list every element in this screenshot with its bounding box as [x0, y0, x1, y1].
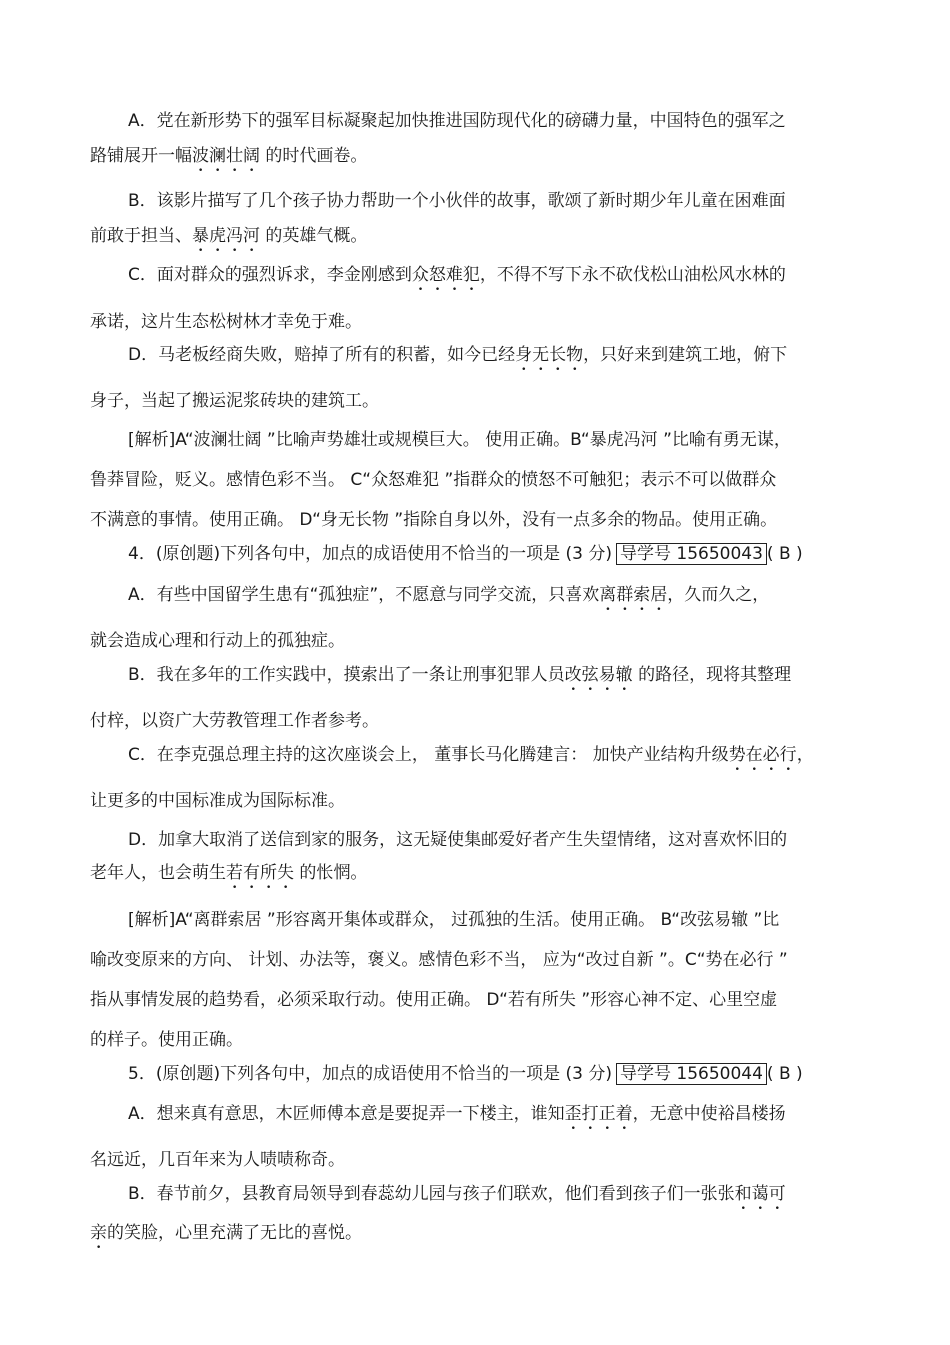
text: 付梓，以资广大劳教管理工作者参考。	[90, 711, 379, 731]
q4-option-b-line1	[128, 664, 791, 695]
q4-option-c-line1	[128, 744, 814, 775]
q5-option-b-line2	[90, 1222, 362, 1253]
q4-explanation-line4	[90, 1029, 243, 1051]
text: 的英雄气概。	[260, 226, 368, 246]
answer: ( B )	[766, 544, 803, 564]
text: 身子，当起了搬运泥浆砖块的建筑工。	[90, 391, 379, 411]
text: 的时代画卷。	[260, 146, 368, 166]
q3-option-b-line2	[90, 225, 367, 256]
text: D．马老板经商失败，赔掉了所有的积蓄，如今已经	[128, 345, 516, 365]
q5-option-a-line2	[90, 1149, 345, 1171]
dotted-idiom: 众怒难犯	[411, 265, 480, 285]
q3-option-c-line2	[90, 311, 362, 333]
guide-number-box: 导学号 15650043	[616, 543, 767, 565]
q4-option-b-line2	[90, 710, 379, 732]
text: 让更多的中国标准成为国际标准。	[90, 791, 345, 811]
text: A．党在新形势下的强军目标凝聚起加快推进国防现代化的磅礴力量，中国特色的强军之	[128, 111, 786, 131]
text: [解析]A“离群索居 ”形容离开集体或群众， 过孤独的生活。使用正确。 B“改弦易辙 ”比	[128, 910, 780, 930]
q5-stem	[128, 1063, 803, 1085]
text: 就会造成心理和行动上的孤独症。	[90, 631, 345, 651]
text: 老年人，也会萌生	[90, 863, 226, 883]
q3-option-a-line2	[90, 145, 367, 176]
text: C．在李克强总理主持的这次座谈会上， 董事长马化腾建言： 加快产业结构升级	[128, 745, 729, 765]
q5-option-a-line1	[128, 1103, 786, 1134]
text: 承诺，这片生态松树林才幸免于难。	[90, 312, 362, 332]
q3-option-d-line2	[90, 390, 379, 412]
text: 的怅惘。	[294, 863, 368, 883]
dotted-idiom: 和蔼可	[734, 1184, 786, 1204]
q3-explanation-line1	[128, 429, 791, 451]
q3-explanation-line3	[90, 509, 777, 531]
guide-number-box: 导学号 15650044	[616, 1063, 767, 1085]
text: 名远近，几百年来为人啧啧称奇。	[90, 1150, 345, 1170]
text: [解析]A“波澜壮阔 ”比喻声势雄壮或规模巨大。 使用正确。B“暴虎冯河 ”比喻有勇无谋，	[128, 430, 791, 450]
text: 的笑脸，心里充满了无比的喜悦。	[107, 1223, 362, 1243]
dotted-idiom: 离群索居	[599, 585, 668, 605]
q4-stem	[128, 543, 803, 565]
text: ，只好来到建筑工地，俯下	[583, 345, 788, 365]
question-text: 5．(原创题)下列各句中，加点的成语使用不恰当的一项是 (3 分)	[128, 1064, 612, 1084]
q4-explanation-line1	[128, 909, 779, 931]
text: 前敢于担当、	[90, 226, 192, 246]
q4-option-c-line2	[90, 790, 345, 812]
dotted-idiom: 势在必行	[728, 745, 797, 765]
q4-option-d-line1	[128, 829, 787, 851]
text: C．面对群众的强烈诉求，李金刚感到	[128, 265, 412, 285]
text: 指从事情发展的趋势看，必须采取行动。使用正确。 D“若有所失 ”形容心神不定、心里空虚	[90, 990, 778, 1010]
text: ，无意中使裕昌楼扬	[632, 1104, 786, 1124]
dotted-idiom: 暴虎冯河	[192, 226, 260, 246]
answer: ( B )	[766, 1064, 803, 1084]
dotted-idiom: 身无长物	[515, 345, 584, 365]
q3-option-b-line1	[128, 190, 786, 212]
q4-explanation-line3	[90, 989, 777, 1011]
text: 的路径，现将其整理	[632, 665, 792, 685]
q4-option-a-line2	[90, 630, 345, 652]
text: 不满意的事情。使用正确。 D“身无长物 ”指除自身以外，没有一点多余的物品。使用正确。	[90, 510, 778, 530]
text: ，	[796, 745, 814, 765]
text: B．我在多年的工作实践中，摸索出了一条让刑事犯罪人员	[128, 665, 565, 685]
q5-option-b-line1	[128, 1183, 786, 1214]
text: A．想来真有意思，木匠师傅本意是要捉弄一下楼主，谁知	[128, 1104, 565, 1124]
q3-option-d-line1	[128, 344, 787, 375]
q4-option-d-line2	[90, 862, 367, 893]
q3-option-a-line1	[128, 110, 786, 132]
text: ，久而久之，	[667, 585, 770, 605]
text: 喻改变原来的方向、 计划、办法等，褒义。感情色彩不当， 应为“改过自新 ”。C“势在必行 ”	[90, 950, 788, 970]
dotted-idiom: 改弦易辙	[564, 665, 633, 685]
dotted-idiom: 亲	[90, 1223, 107, 1243]
text: 鲁莽冒险，贬义。感情色彩不当。 C“众怒难犯 ”指群众的愤怒不可触犯；表示不可以做群众	[90, 470, 777, 490]
dotted-idiom: 若有所失	[226, 863, 294, 883]
q4-explanation-line2	[90, 949, 788, 971]
question-text: 4．(原创题)下列各句中，加点的成语使用不恰当的一项是 (3 分)	[128, 544, 612, 564]
dotted-idiom: 歪打正着	[564, 1104, 633, 1124]
text: ，不得不写下永不砍伐松山油松风水林的	[479, 265, 786, 285]
q3-explanation-line2	[90, 469, 776, 491]
text: B．该影片描写了几个孩子协力帮助一个小伙伴的故事，歌颂了新时期少年儿童在困难面	[128, 191, 786, 211]
dotted-idiom: 波澜壮阔	[192, 146, 260, 166]
text: 路铺展开一幅	[90, 146, 192, 166]
text: 的样子。使用正确。	[90, 1030, 243, 1050]
q4-option-a-line1	[128, 584, 769, 615]
text: B．春节前夕，县教育局领导到春蕊幼儿园与孩子们联欢，他们看到孩子们一张张	[128, 1184, 735, 1204]
text: D．加拿大取消了送信到家的服务，这无疑使集邮爱好者产生失望情绪，这对喜欢怀旧的	[128, 830, 788, 850]
q3-option-c-line1	[128, 264, 786, 295]
text: A．有些中国留学生患有“孤独症”，不愿意与同学交流，只喜欢	[128, 585, 600, 605]
